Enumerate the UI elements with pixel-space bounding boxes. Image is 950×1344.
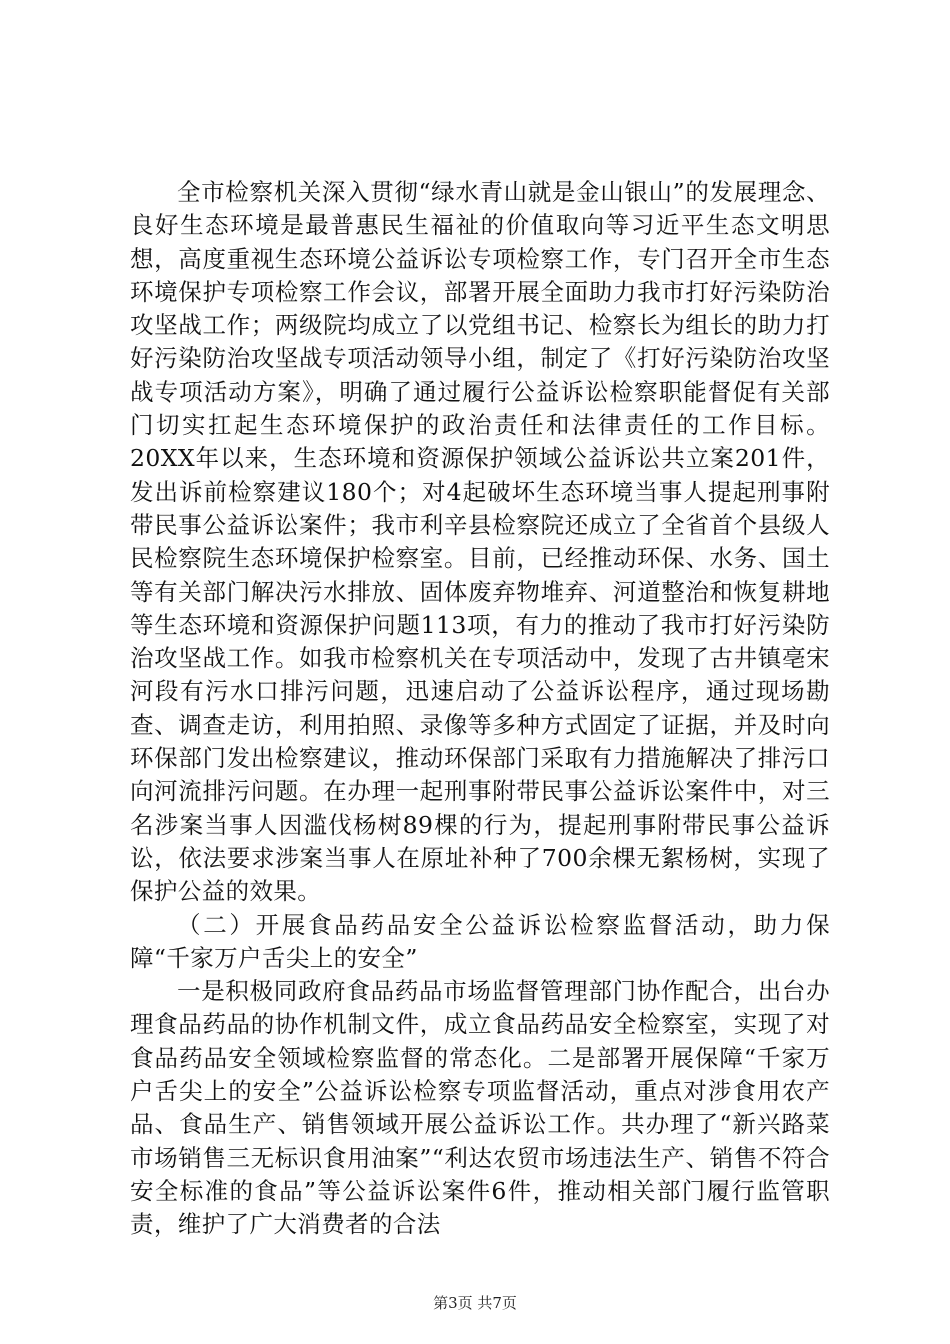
page-number-footer: 第3页 共7页	[433, 1294, 517, 1312]
document-body	[130, 176, 830, 1242]
paragraph-food-safety: 一是积极同政府食品药品市场监督管理部门协作配合，出台办理食品药品的协作机制文件，成立食品药品安全检察室，实现了对食品药品安全领域检察监督的常态化。二是部署开展保障“千家万户舌尖上的安全”公益诉讼检察专项监督活动，重点对涉食用农产品、食品生产、销售领域开展公益诉讼工作。共办理了“新兴路菜市场销售三无标识食用油案”“利达农贸市场违法生产、销售不符合安全标准的食品”等公益诉讼案件6件，推动相关部门履行监管职责，维护了广大消费者的合法	[130, 977, 830, 1239]
paragraph-ecology: 全市检察机关深入贯彻“绿水青山就是金山银山”的发展理念、良好生态环境是最普惠民生福祉的价值取向等习近平生态文明思想，高度重视生态环境公益诉讼专项检察工作，专门召开全市生态环境保护专项检察工作会议，部署开展全面助力我市打好污染防治攻坚战工作；两级院均成立了以党组书记、检察长为组长的助力打好污染防治攻坚战专项活动领导小组，制定了《打好污染防治攻坚战专项活动方案》，明确了通过履行公益诉讼检察职能督促有关部门切实扛起生态环境保护的政治责任和法律责任的工作目标。20XX年以来，生态环境和资源保护领域公益诉讼共立案201件，发出诉前检察建议180个；对4起破坏生态环境当事人提起刑事附带民事公益诉讼案件；我市利辛县检察院还成立了全省首个县级人民检察院生态环境保护检察室。目前，已经推动环保、水务、国土等有关部门解决污水排放、固体废弃物堆弃、河道整治和恢复耕地等生态环境和资源保护问题113项，有力的推动了我市打好污染防治攻坚战工作。如我市检察机关在专项活动中，发现了古井镇亳宋河段有污水口排污问题，迅速启动了公益诉讼程序，通过现场勘查、调查走访，利用拍照、录像等多种方式固定了证据，并及时向环保部门发出检察建议，推动环保部门采取有力措施解决了排污口向河流排污问题。在办理一起刑事附带民事公益诉讼案件中，对三名涉案当事人因滥伐杨树89棵的行为，提起刑事附带民事公益诉讼，依法要求涉案当事人在原址补种了700余棵无絮杨树，实现了保护公益的效果。	[130, 178, 830, 906]
section-heading-food-safety: （二）开展食品药品安全公益诉讼检察监督活动，助力保障“千家万户舌尖上的安全”	[130, 910, 830, 972]
